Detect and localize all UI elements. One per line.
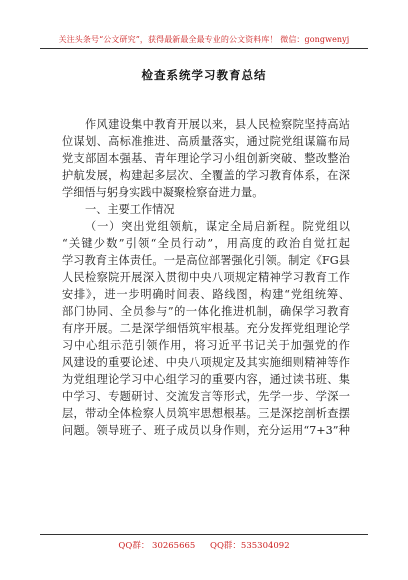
footer-qq-group-1: QQ群： 30265665 — [118, 541, 196, 551]
body-line: （一）突出党组领航，谋定全局启新程。院党组以 — [85, 220, 350, 233]
body-line: 有序开展。二是深学细悟筑牢根基。充分发挥党组理论学 — [62, 322, 350, 335]
body-line: 风建设的重要论述、中央八项规定及其实施细则精神等作 — [62, 356, 350, 369]
document-body — [62, 116, 350, 439]
body-line: 党支部固本强基、青年理论学习小组创新突破、整改整治 — [62, 152, 350, 165]
footer-qq-group-2: QQ群：535304092 — [210, 541, 290, 551]
body-line: 中学习、专题研讨、交流发言等形式，先学一步、学深一 — [62, 390, 350, 403]
footer-divider — [40, 534, 368, 535]
body-line: 学习教育主体责任。一是高位部署强化引领。制定《FG县 — [62, 254, 350, 267]
body-line: 习中心组示范引领作用，将习近平书记关于加强党的作 — [62, 339, 350, 352]
body-line: 层，带动全体检察人员筑牢思想根基。三是深挖剖析查摆 — [62, 407, 350, 420]
body-line: 人民检察院开展深入贯彻中央八项规定精神学习教育工作 — [62, 271, 350, 284]
body-line: 位谋划、高标准推进、高质量落实，通过院党组谋篇布局 — [62, 135, 350, 148]
header-banner: 关注头条号“公文研究”，获得最新最全最专业的公文资料库！ 微信：gongwenyj — [58, 35, 350, 44]
body-line: 问题。领导班子、班子成员以身作则，充分运用“7+3”种 — [62, 424, 350, 437]
document-title: 检查系统学习教育总结 — [141, 68, 267, 82]
body-line: 护航发展，构建起多层次、全覆盖的学习教育体系，在深 — [62, 169, 350, 182]
body-line: 安排》，进一步明确时间表、路线图，构建“党组统筹、 — [62, 288, 350, 301]
body-line: 为党组理论学习中心组学习的重要内容，通过读书班、集 — [62, 373, 350, 386]
footer-contact — [0, 539, 408, 551]
body-line: 部门协同、全员参与”的一体化推进机制，确保学习教育 — [62, 305, 350, 318]
body-line: “关键少数”引领“全员行动”，用高度的政治自觉扛起 — [62, 237, 350, 250]
body-line: 学细悟与躬身实践中凝聚检察奋进力量。 — [62, 186, 264, 199]
section-heading: 一、主要工作情况 — [85, 203, 175, 216]
body-line: 作风建设集中教育开展以来，县人民检察院坚持高站 — [85, 118, 350, 131]
header-divider — [40, 48, 368, 49]
